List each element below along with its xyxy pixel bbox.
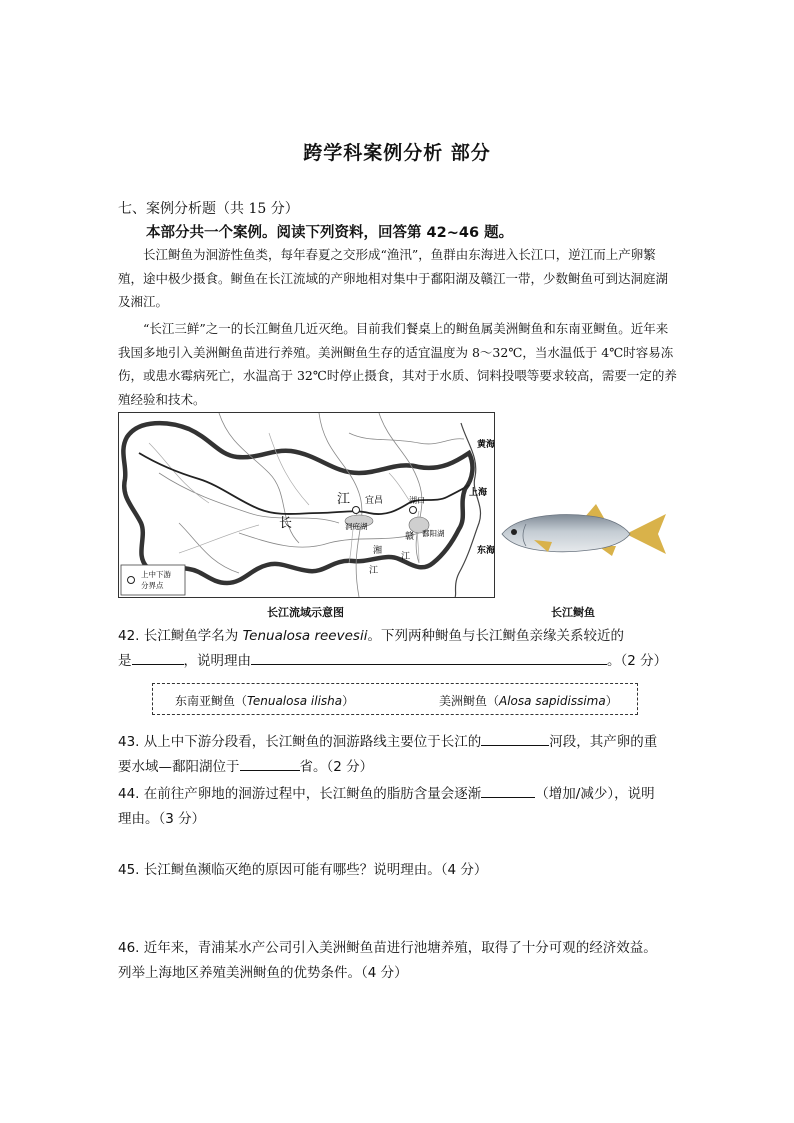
q44-text-c: 理由。（3 分） — [118, 811, 206, 827]
label-hukou: 湖口 — [409, 496, 425, 505]
q43-number: 43. — [118, 734, 140, 750]
q44-text-b: （增加/减少），说明 — [535, 786, 655, 802]
q44-number: 44. — [118, 786, 140, 802]
section-heading: 七、案例分析题（共 15 分） — [118, 201, 299, 217]
q43-text-c: 要水域—鄱阳湖位于 — [118, 759, 240, 775]
label-gan-2: 江 — [401, 552, 411, 562]
q45-text: 长江鲥鱼濒临灭绝的原因可能有哪些？说明理由。（4 分） — [143, 862, 488, 878]
map-caption: 长江流域示意图 — [267, 606, 344, 619]
question-44 — [118, 782, 678, 832]
label-xiang-2: 江 — [369, 566, 379, 576]
q43-answer-blank-1[interactable] — [481, 730, 549, 746]
q44-text-a: 在前往产卵地的洄游过程中，长江鲥鱼的脂肪含量会逐渐 — [143, 786, 482, 802]
label-poyanghu: 鄱阳湖 — [422, 529, 445, 538]
yangtze-basin-map — [118, 412, 495, 598]
question-45 — [118, 858, 678, 883]
q42-text-a: 长江鲥鱼学名为 — [143, 628, 239, 644]
intro-instruction: 本部分共一个案例。阅读下列资料，回答第 42~46 题。 — [146, 225, 514, 241]
q42-number: 42. — [118, 628, 140, 644]
question-46 — [118, 936, 678, 986]
question-42 — [118, 624, 678, 674]
label-shanghai: 上海 — [469, 488, 488, 498]
q42-option-1: 东南亚鲥鱼（Tenualosa ilisha） — [175, 694, 355, 708]
paragraph-1: 长江鲥鱼为洄游性鱼类，每年春夏之交形成“渔汛”，鱼群由东海进入长江口，逆江而上产卵繁殖，途中极少摄食。鲥鱼在长江流域的产卵地相对集中于鄱阳湖及赣江一带，少数鲥鱼可到达洞庭湖及湘江。 — [118, 247, 669, 309]
label-dongtinghu: 洞庭湖 — [345, 522, 368, 531]
q42-text-c: 是 — [118, 653, 132, 669]
fish-tail — [626, 514, 666, 554]
fish-body — [502, 515, 630, 552]
q43-text-d: 省。（2 分） — [299, 759, 374, 775]
q46-number: 46. — [118, 940, 140, 956]
q45-number: 45. — [118, 862, 140, 878]
division-point-yichang — [353, 507, 360, 514]
legend-point-icon — [128, 577, 135, 584]
q46-text-a: 近年来，青浦某水产公司引入美洲鲥鱼苗进行池塘养殖，取得了十分可观的经济效益。 — [143, 940, 657, 956]
fish-caption: 长江鲥鱼 — [551, 606, 595, 619]
q43-text-a: 从上中下游分段看，长江鲥鱼的洄游路线主要位于长江的 — [143, 734, 482, 750]
division-point-hukou — [410, 507, 417, 514]
q42-text-b: 。下列两种鲥鱼与长江鲥鱼亲缘关系较近的 — [367, 628, 624, 644]
question-43 — [118, 730, 678, 780]
label-gan-1: 赣 — [405, 532, 415, 542]
q42-options-box — [152, 683, 638, 715]
label-donghai: 东海 — [477, 546, 494, 556]
q42-sci-name: Tenualosa reevesii — [242, 628, 368, 644]
q42-answer-blank-2[interactable] — [251, 649, 607, 665]
label-xiang-1: 湘 — [373, 546, 383, 556]
q42-answer-blank-1[interactable] — [132, 649, 184, 665]
q43-answer-blank-2[interactable] — [240, 755, 300, 771]
label-chang: 长 — [279, 516, 293, 531]
page-title: 跨学科案例分析 部分 — [303, 142, 491, 164]
q42-text-e: 。（2 分） — [607, 653, 668, 669]
fish-eye — [511, 529, 517, 535]
label-huanghai: 黄海 — [477, 440, 494, 450]
paragraph-2: “长江三鲜”之一的长江鲥鱼几近灭绝。目前我们餐桌上的鲥鱼属美洲鲥鱼和东南亚鲥鱼。近年来我国多地引入美洲鲥鱼苗进行养殖。美洲鲥鱼生存的适宜温度为 8～32℃，当水温低于 4℃时容易冻伤，或患水霉病死亡，水温高于 32℃时停止摄食，其对于水质、饲料投喂等要求较高，需要一定的养殖经验和技术。 — [118, 321, 677, 407]
q44-answer-blank[interactable] — [481, 782, 535, 798]
label-yichang: 宜昌 — [365, 496, 384, 506]
q42-text-d: ，说明理由 — [183, 653, 251, 669]
q42-option-2: 美洲鲥鱼（Alosa sapidissima） — [439, 694, 618, 708]
label-jiang: 江 — [337, 492, 351, 507]
q43-text-b: 河段，其产卵的重 — [549, 734, 658, 750]
legend-label-line-1: 上中下游 — [141, 570, 171, 579]
legend-label-line-2: 分界点 — [141, 581, 164, 590]
fish-illustration — [498, 500, 670, 570]
map-svg — [119, 413, 494, 597]
q46-text-b: 列举上海地区养殖美洲鲥鱼的优势条件。（4 分） — [118, 965, 408, 981]
